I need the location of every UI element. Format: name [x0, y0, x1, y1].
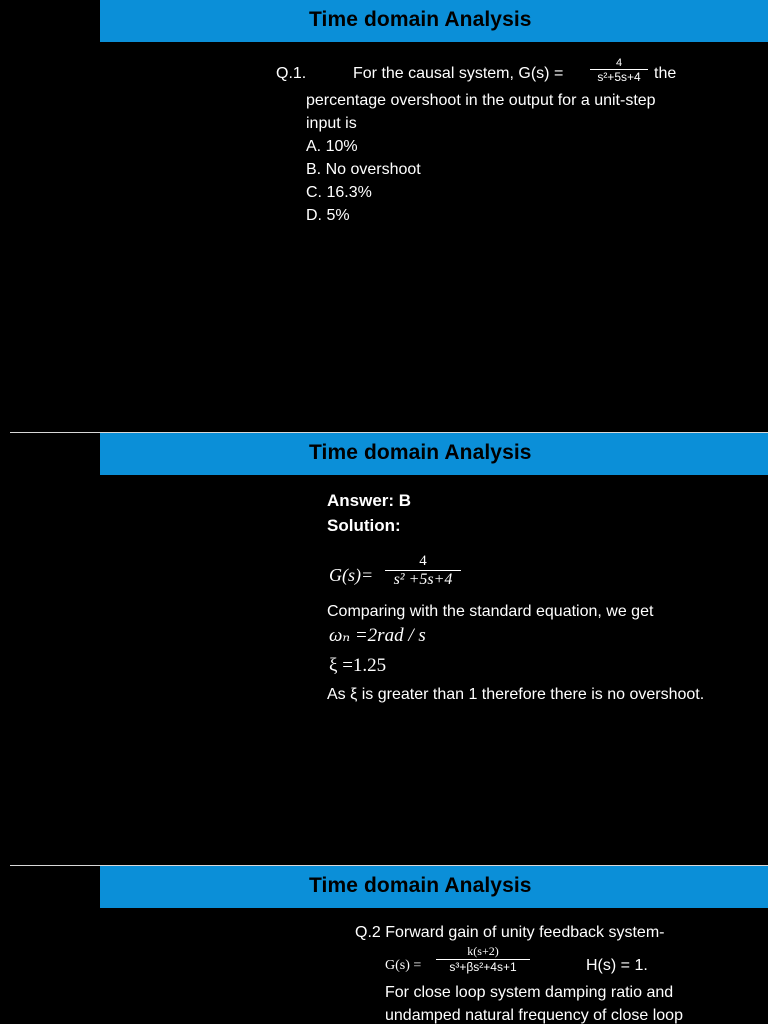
solution-label: Solution:: [327, 516, 401, 535]
slide-1: [0, 0, 768, 433]
slide-2: [0, 433, 768, 866]
question-trailing-word: the: [654, 65, 677, 82]
question-text-line: undamped natural frequency of close loop: [385, 1007, 683, 1024]
slide-title: Time domain Analysis: [309, 441, 532, 464]
fraction-numerator: 4: [419, 553, 427, 569]
fraction-denominator: s³+βs²+4s+1: [449, 960, 517, 974]
conclusion-text: As ξ is greater than 1 therefore there is no overshoot.: [327, 686, 705, 703]
question-lead: For the causal system, G(s) =: [353, 65, 564, 82]
fraction-numerator: 4: [615, 57, 623, 69]
option-b: B. No overshoot: [306, 161, 421, 178]
forward-gain-fraction: [436, 944, 530, 974]
question-text-line: For close loop system damping ratio and: [385, 984, 674, 1001]
fraction-denominator: s² +5s+4: [393, 571, 453, 588]
question-text-line: input is: [306, 115, 357, 132]
question-text-line: percentage overshoot in the output for a unit-step: [306, 92, 656, 109]
slide-title: Time domain Analysis: [309, 8, 532, 31]
slide-title-bar: [100, 433, 768, 475]
slide-title-bar: [100, 0, 768, 42]
slide-title-bar: [100, 866, 768, 908]
option-d: D. 5%: [306, 207, 350, 224]
damping-ratio: ξ =1.25: [329, 655, 387, 676]
equation-fraction: [385, 553, 461, 589]
option-a: A. 10%: [306, 138, 358, 155]
natural-frequency: ωₙ =2rad / s: [329, 625, 426, 646]
forward-gain-lhs: G(s) =: [385, 958, 422, 973]
slide-title: Time domain Analysis: [309, 874, 532, 897]
comparison-text: Comparing with the standard equation, we get: [327, 603, 654, 620]
answer-label: Answer: B: [327, 491, 412, 510]
question-2-text: Q.2 Forward gain of unity feedback system-: [355, 924, 665, 941]
transfer-function-fraction: [590, 57, 648, 84]
option-c: C. 16.3%: [306, 184, 372, 201]
question-number: Q.1.: [276, 65, 307, 82]
equation-lhs: G(s)=: [329, 565, 374, 585]
fraction-numerator: k(s+2): [467, 944, 499, 958]
slide-3: [0, 866, 768, 1024]
fraction-denominator: s²+5s+4: [597, 70, 641, 84]
feedback-gain: H(s) = 1.: [586, 957, 648, 974]
